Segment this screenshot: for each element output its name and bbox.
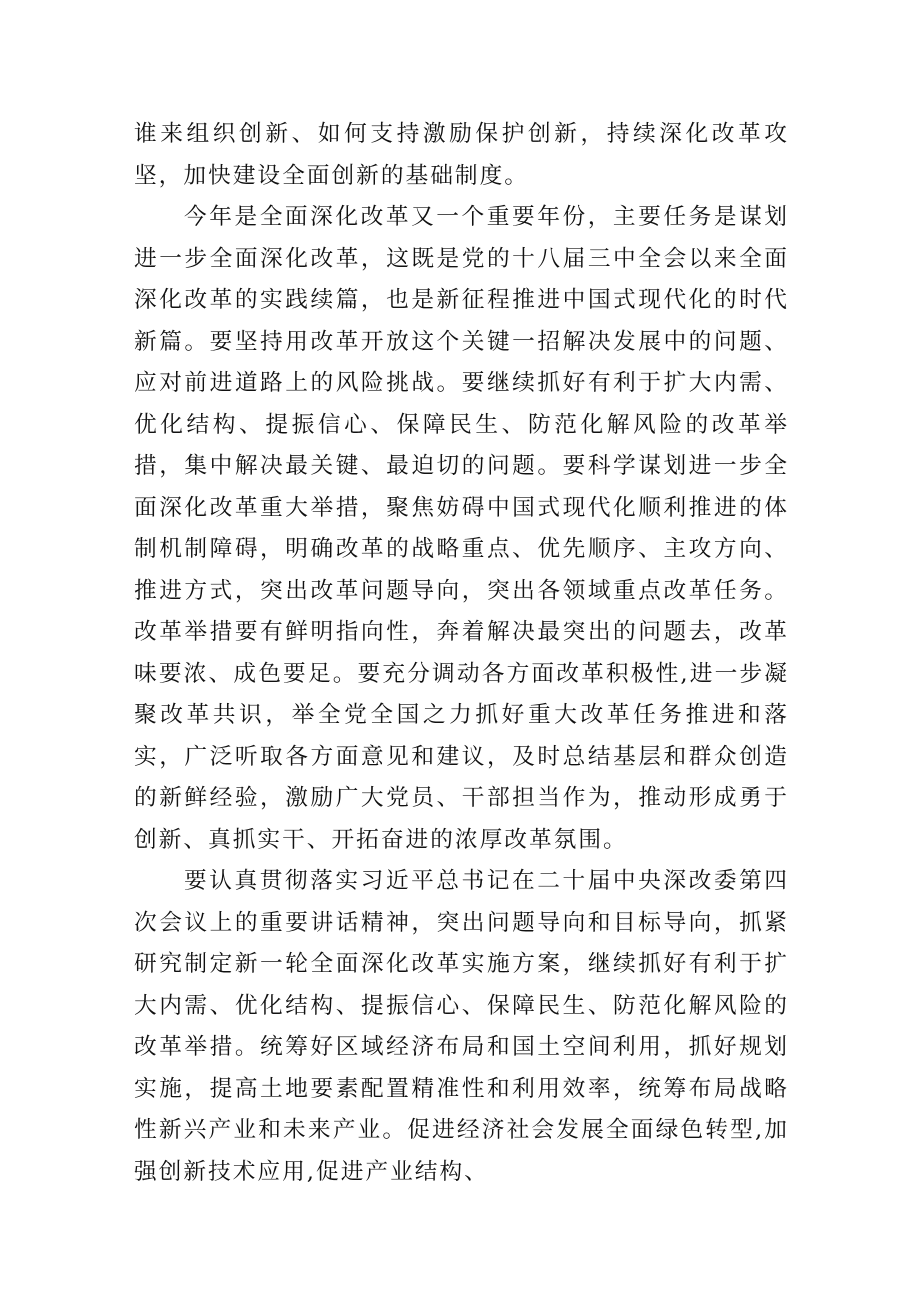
paragraph-1: 谁来组织创新、如何支持激励保护创新，持续深化改革攻坚，加快建设全面创新的基础制度。	[134, 121, 789, 189]
paragraph-3: 要认真贯彻落实习近平总书记在二十届中央深改委第四次会议上的重要讲话精神，突出问题导向和目标导向，抓紧研究制定新一轮全面深化改革实施方案，继续抓好有利于扩大内需、优化结构、提振信心、保障民生、防范化解风险的改革举措。统筹好区域经济布局和国土空间利用，抓好规划实施，提高土地要素配置精准性和利用效率，统筹布局战略性新兴产业和未来产业。促进经济社会发展全面绿色转型,加强创新技术应用,促进产业结构、	[134, 868, 789, 1185]
paragraph-2: 今年是全面深化改革又一个重要年份，主要任务是谋划进一步全面深化改革，这既是党的十八届三中全会以来全面深化改革的实践续篇，也是新征程推进中国式现代化的时代新篇。要坚持用改革开放这个关键一招解决发展中的问题、应对前进道路上的风险挑战。要继续抓好有利于扩大内需、优化结构、提振信心、保障民生、防范化解风险的改革举措，集中解决最关键、最迫切的问题。要科学谋划进一步全面深化改革重大举措，聚焦妨碍中国式现代化顺利推进的体制机制障碍，明确改革的战略重点、优先顺序、主攻方向、推进方式，突出改革问题导向，突出各领域重点改革任务。改革举措要有鲜明指向性，奔着解决最突出的问题去，改革味要浓、成色要足。要充分调动各方面改革积极性,进一步凝聚改革共识，举全党全国之力抓好重大改革任务推进和落实，广泛听取各方面意见和建议，及时总结基层和群众创造的新鲜经验，激励广大党员、干部担当作为，推动形成勇于创新、真抓实干、开拓奋进的浓厚改革氛围。	[134, 204, 789, 853]
document-body	[134, 114, 789, 1193]
